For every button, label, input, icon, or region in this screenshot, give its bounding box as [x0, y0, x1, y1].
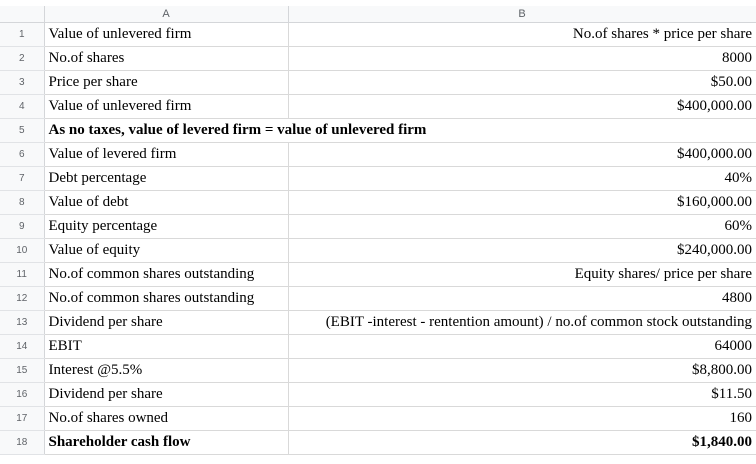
table-row [0, 407, 756, 431]
select-all-corner[interactable] [0, 6, 44, 23]
cell-a3[interactable]: Price per share [44, 71, 288, 95]
cell-a1[interactable]: Value of unlevered firm [44, 23, 288, 47]
cell-b8[interactable]: $160,000.00 [288, 191, 756, 215]
grid-body [0, 6, 756, 455]
row-header-12[interactable]: 12 [0, 287, 44, 311]
cell-a17[interactable]: No.of shares owned [44, 407, 288, 431]
cell-b2[interactable]: 8000 [288, 47, 756, 71]
row-header-15[interactable]: 15 [0, 359, 44, 383]
table-row [0, 95, 756, 119]
table-row [0, 239, 756, 263]
row-header-3[interactable]: 3 [0, 71, 44, 95]
cell-a11[interactable]: No.of common shares outstanding [44, 263, 288, 287]
table-row [0, 359, 756, 383]
table-row [0, 263, 756, 287]
row-header-7[interactable]: 7 [0, 167, 44, 191]
cell-b6[interactable]: $400,000.00 [288, 143, 756, 167]
table-row [0, 215, 756, 239]
row-header-4[interactable]: 4 [0, 95, 44, 119]
cell-a12[interactable]: No.of common shares outstanding [44, 287, 288, 311]
table-row [0, 383, 756, 407]
cell-a14[interactable]: EBIT [44, 335, 288, 359]
cell-b15[interactable]: $8,800.00 [288, 359, 756, 383]
cell-b18[interactable]: $1,840.00 [288, 431, 756, 455]
cell-a13[interactable]: Dividend per share [44, 311, 288, 335]
table-row [0, 119, 756, 143]
cell-b17[interactable]: 160 [288, 407, 756, 431]
table-row [0, 191, 756, 215]
row-header-2[interactable]: 2 [0, 47, 44, 71]
cell-b10[interactable]: $240,000.00 [288, 239, 756, 263]
cell-b7[interactable]: 40% [288, 167, 756, 191]
spreadsheet-grid [0, 6, 756, 455]
cell-b14[interactable]: 64000 [288, 335, 756, 359]
cell-a10[interactable]: Value of equity [44, 239, 288, 263]
cell-b4[interactable]: $400,000.00 [288, 95, 756, 119]
row-header-5[interactable]: 5 [0, 119, 44, 143]
cell-b11[interactable]: Equity shares/ price per share [288, 263, 756, 287]
row-header-9[interactable]: 9 [0, 215, 44, 239]
row-header-17[interactable]: 17 [0, 407, 44, 431]
cell-a4[interactable]: Value of unlevered firm [44, 95, 288, 119]
row-header-18[interactable]: 18 [0, 431, 44, 455]
cell-b12[interactable]: 4800 [288, 287, 756, 311]
table-row [0, 167, 756, 191]
cell-b16[interactable]: $11.50 [288, 383, 756, 407]
table-row [0, 47, 756, 71]
cell-b13[interactable]: (EBIT -interest - rentention amount) / no.of common stock outstanding [288, 311, 756, 335]
table-row [0, 287, 756, 311]
cell-a7[interactable]: Debt percentage [44, 167, 288, 191]
cell-b9[interactable]: 60% [288, 215, 756, 239]
table-row [0, 23, 756, 47]
cell-a2[interactable]: No.of shares [44, 47, 288, 71]
row-header-13[interactable]: 13 [0, 311, 44, 335]
table-row [0, 311, 756, 335]
row-header-14[interactable]: 14 [0, 335, 44, 359]
table-row [0, 143, 756, 167]
cell-a15[interactable]: Interest @5.5% [44, 359, 288, 383]
cell-a5[interactable]: As no taxes, value of levered firm = value of unlevered firm [44, 119, 756, 143]
row-header-6[interactable]: 6 [0, 143, 44, 167]
column-header-b[interactable]: B [288, 6, 756, 23]
column-header-row [0, 6, 756, 23]
row-header-10[interactable]: 10 [0, 239, 44, 263]
cell-b1[interactable]: No.of shares * price per share [288, 23, 756, 47]
cell-a6[interactable]: Value of levered firm [44, 143, 288, 167]
table-row [0, 335, 756, 359]
cell-a8[interactable]: Value of debt [44, 191, 288, 215]
cell-b3[interactable]: $50.00 [288, 71, 756, 95]
row-header-8[interactable]: 8 [0, 191, 44, 215]
row-header-16[interactable]: 16 [0, 383, 44, 407]
cell-a9[interactable]: Equity percentage [44, 215, 288, 239]
column-header-a[interactable]: A [44, 6, 288, 23]
table-row [0, 71, 756, 95]
row-header-11[interactable]: 11 [0, 263, 44, 287]
row-header-1[interactable]: 1 [0, 23, 44, 47]
cell-a16[interactable]: Dividend per share [44, 383, 288, 407]
table-row [0, 431, 756, 455]
cell-a18[interactable]: Shareholder cash flow [44, 431, 288, 455]
